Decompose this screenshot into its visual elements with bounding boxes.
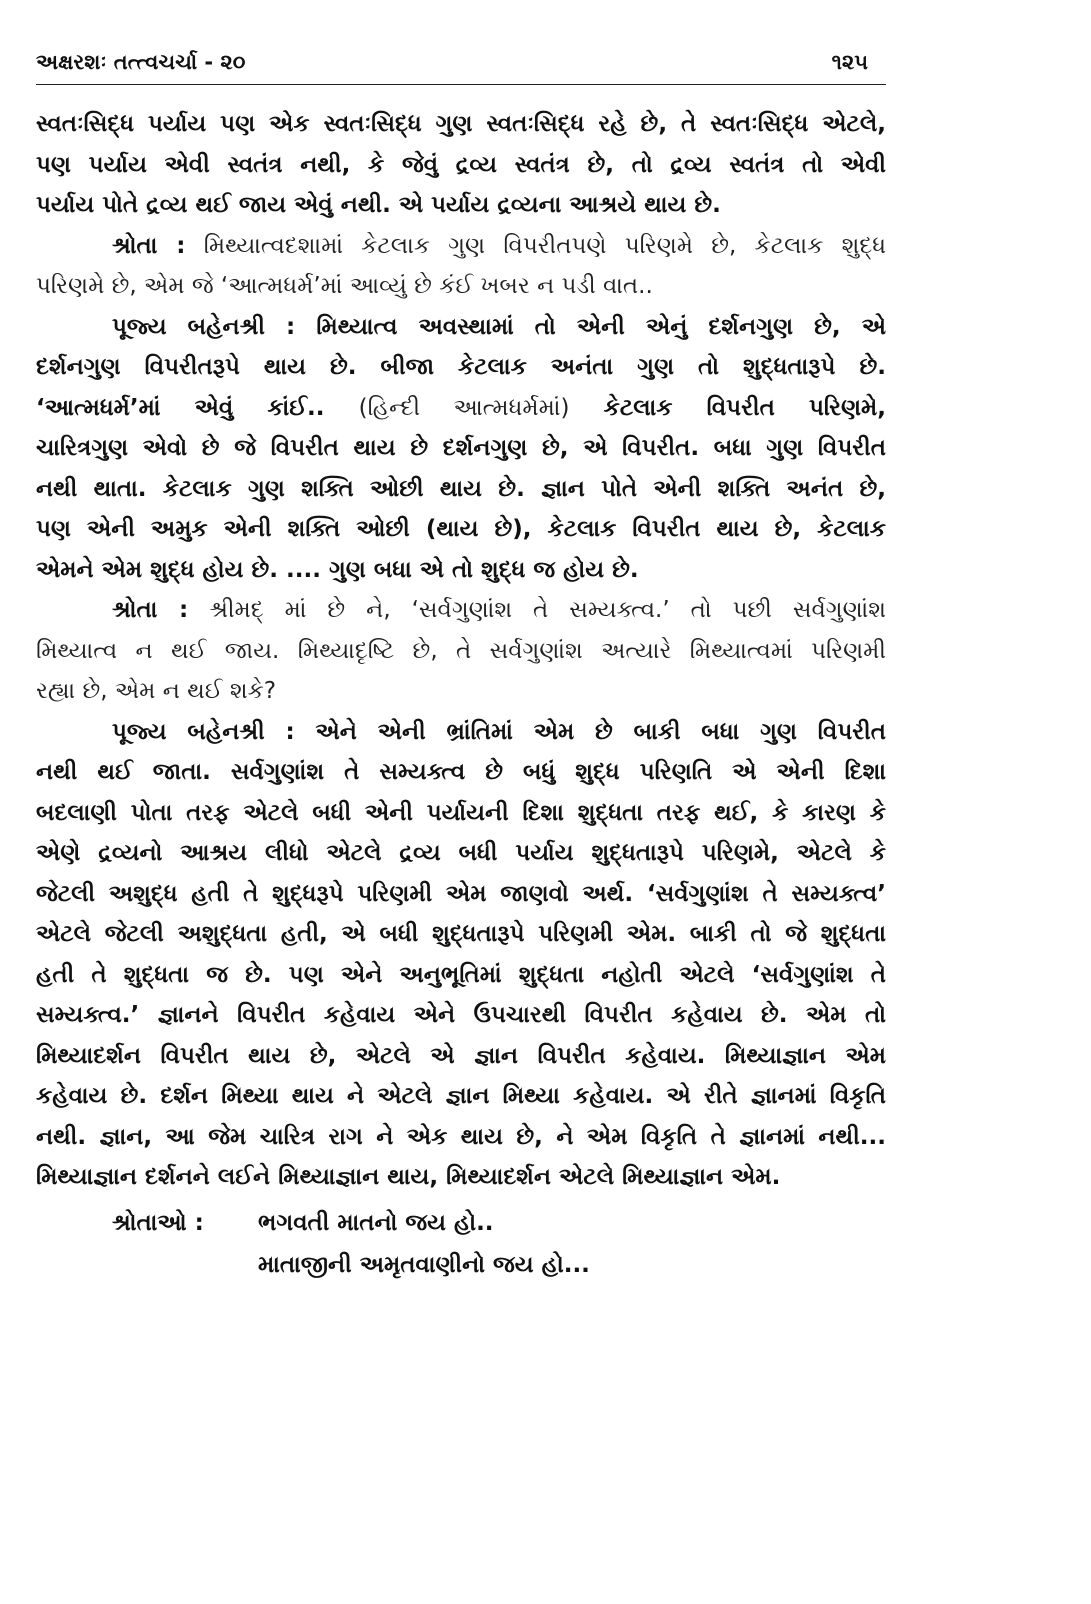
closing-chant (36, 1202, 886, 1286)
text-line: સમ્યક્ત્વ.’ જ્ઞાનને વિપરીત કહેવાય એને ઉપચારથી વિપરીત કહેવાય છે. એમ તો (36, 1002, 886, 1028)
closing-line: માતાજીની અમૃતવાણીનો જય હો... (258, 1251, 590, 1278)
speaker-label: પૂજ્ય બહેનશ્રી : (112, 718, 295, 745)
text-line: મિથ્યાત્વ ન થઈ જાય. મિથ્યાદૃષ્ટિ છે, તે સર્વગુણાંશ અત્યારે મિથ્યાત્વમાં પરિણમી (36, 637, 886, 664)
text-line: નથી થઈ જાતા. સર્વગુણાંશ તે સમ્યક્ત્વ છે બધું શુદ્ધ પરિણતિ એ એની દિશા (36, 759, 886, 785)
running-header (36, 44, 886, 85)
speaker-label: શ્રોતા : (112, 597, 189, 623)
text-line: દર્શનગુણ વિપરીતરૂપે થાય છે. બીજા કેટલાક અનંતા ગુણ તો શુદ્ધતારૂપે છે. (36, 354, 886, 380)
text-line: પર્યાય પોતે દ્રવ્ય થઈ જાય એવું નથી. એ પર્યાય દ્રવ્યના આશ્રયે થાય છે. (36, 192, 721, 218)
text-line: પૂજ્ય બહેનશ્રી : એને એની ભ્રાંતિમાં એમ છે બાકી બધા ગુણ વિપરીત (112, 718, 886, 745)
text-line: પૂજ્ય બહેનશ્રી : મિથ્યાત્વ અવસ્થામાં તો એની એનું દર્શનગુણ છે, એ (112, 313, 886, 340)
text-line: ‘આત્મધર્મ’માં એવું કાંઈ.. (હિન્દી આત્મધર્મમાં) કેટલાક વિપરીત પરિણમે, (36, 394, 886, 421)
text-line: મિથ્યાદર્શન વિપરીત થાય છે, એટલે એ જ્ઞાન વિપરીત કહેવાય. મિથ્યાજ્ઞાન એમ (36, 1042, 886, 1069)
text-line: નથી. જ્ઞાન, આ જેમ ચારિત્ર રાગ ને એક થાય છે, ને એમ વિકૃતિ તે જ્ઞાનમાં નથી... (36, 1123, 886, 1150)
text-line: એણે દ્રવ્યનો આશ્રય લીધો એટલે દ્રવ્ય બધી પર્યાય શુદ્ધતારૂપે પરિણમે, એટલે કે (36, 840, 886, 866)
paragraph (36, 226, 886, 307)
paragraph (36, 307, 886, 591)
speaker-label: શ્રોતા : (112, 232, 186, 259)
text-line: હતી તે શુદ્ધતા જ છે. પણ એને અનુભૂતિમાં શુદ્ધતા નહોતી એટલે ‘સર્વગુણાંશ તે (36, 961, 886, 988)
text-line: મિથ્યાજ્ઞાન દર્શનને લઈને મિથ્યાજ્ઞાન થાય, મિથ્યાદર્શન એટલે મિથ્યાજ્ઞાન એમ. (36, 1164, 781, 1190)
text-line: પરિણમે છે, એમ જે ‘આત્મધર્મ’માં આવ્યું છે કંઈ ખબર ન પડી વાત.. (36, 273, 653, 299)
text-line: શ્રોતા : મિથ્યાત્વદશામાં કેટલાક ગુણ વિપરીતપણે પરિણમે છે, કેટલાક શુદ્ધ (112, 232, 886, 259)
text-line: પણ પર્યાય એવી સ્વતંત્ર નથી, કે જેવું દ્રવ્ય સ્વતંત્ર છે, તો દ્રવ્ય સ્વતંત્ર તો એવી (36, 151, 886, 178)
page-body (36, 104, 886, 1286)
text-line: નથી થાતા. કેટલાક ગુણ શક્તિ ઓછી થાય છે. જ્ઞાન પોતે એની શક્તિ અનંત છે, (36, 475, 886, 502)
text-line: શ્રોતા : શ્રીમદ્ માં છે ને, ‘સર્વગુણાંશ તે સમ્યક્ત્વ.’ તો પછી સર્વગુણાંશ (112, 597, 886, 623)
closing-line: શ્રોતાઓ : ભગવતી માતનો જય હો.. (36, 1202, 886, 1244)
aside-note: (હિન્દી આત્મધર્મમાં) (358, 394, 570, 421)
text-line: એમને એમ શુદ્ધ હોય છે. .... ગુણ બધા એ તો શુદ્ધ જ હોય છે. (36, 556, 639, 583)
text-line: ચારિત્રગુણ એવો છે જે વિપરીત થાય છે દર્શનગુણ છે, એ વિપરીત. બધા ગુણ વિપરીત (36, 435, 886, 461)
speaker-label: શ્રોતાઓ : (112, 1209, 204, 1236)
text-line: જેટલી અશુદ્ધ હતી તે શુદ્ધરૂપે પરિણમી એમ જાણવો અર્થ. ‘સર્વગુણાંશ તે સમ્યક્ત્વ’ (36, 880, 886, 907)
text-line: રહ્યા છે, એમ ન થઈ શકે? (36, 678, 277, 704)
paragraph (36, 712, 886, 1198)
header-title: અક્ષરશઃ તત્ત્વચર્ચા - ૨૦ (36, 50, 246, 74)
page-number: ૧૨૫ (831, 50, 868, 74)
text-line: સ્વતઃસિદ્ધ પર્યાય પણ એક સ્વતઃસિદ્ધ ગુણ સ્વતઃસિદ્ધ રહે છે, તે સ્વતઃસિદ્ધ એટલે, (36, 111, 886, 137)
text-line: કહેવાય છે. દર્શન મિથ્યા થાય ને એટલે જ્ઞાન મિથ્યા કહેવાય. એ રીતે જ્ઞાનમાં વિકૃતિ (36, 1083, 886, 1109)
text-line: પણ એની અમુક એની શક્તિ ઓછી (થાય છે), કેટલાક વિપરીત થાય છે, કેટલાક (36, 516, 886, 542)
speaker-label: પૂજ્ય બહેનશ્રી : (112, 313, 296, 340)
paragraph (36, 590, 886, 712)
paragraph (36, 104, 886, 226)
text-line: એટલે જેટલી અશુદ્ધતા હતી, એ બધી શુદ્ધતારૂપે પરિણમી એમ. બાકી તો જે શુદ્ધતા (36, 921, 886, 947)
text-line: બદલાણી પોતા તરફ એટલે બધી એની પર્યાયની દિશા શુદ્ધતા તરફ થઈ, કે કારણ કે (36, 799, 886, 826)
